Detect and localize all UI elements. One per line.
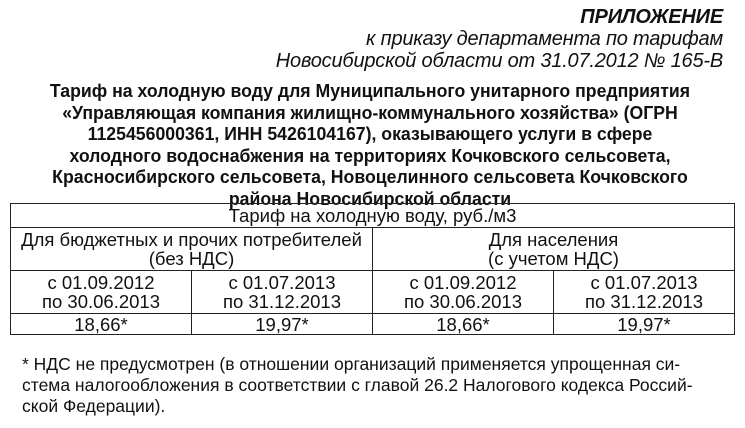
period-from: с 01.07.2013 — [590, 272, 698, 293]
footnote-line: стема налогообложения в соответствии с главой 26.2 Налогового кодекса Россий- — [22, 375, 693, 395]
period-to: по 31.12.2013 — [222, 291, 342, 312]
tariff-value-cell: 19,97* — [554, 314, 735, 335]
table-header-cell: Тариф на холодную воду, руб./м3 — [11, 204, 735, 228]
period-to: по 31.12.2013 — [584, 291, 704, 312]
consumer-group-row — [11, 228, 735, 271]
period-to: по 30.06.2013 — [41, 291, 161, 312]
appendix-block — [276, 6, 723, 72]
period-to: по 30.06.2013 — [403, 291, 523, 312]
period-from: с 01.07.2013 — [228, 272, 336, 293]
heading-line: Тариф на холодную воду для Муниципального унитарного предприятия — [49, 80, 691, 101]
tariff-value-cell: 18,66* — [373, 314, 554, 335]
heading-line: «Управляющая компания жилищно-коммунального хозяйства» (ОГРН — [62, 101, 678, 123]
appendix-line: Новосибирской области от 31.07.2012 № 165-В — [275, 50, 723, 72]
heading-line: холодного водоснабжения на территориях Кочковского сельсовета, — [69, 144, 671, 166]
tariff-value-cell: 18,66* — [11, 314, 192, 335]
document-heading — [22, 80, 717, 209]
footnote-line: * НДС не предусмотрен (в отношении организаций применяется упрощенная си- — [22, 354, 681, 374]
group-vat-note: (без НДС) — [148, 248, 235, 269]
period-cell — [11, 271, 192, 314]
group-vat-note: (с учетом НДС) — [488, 248, 619, 269]
period-row — [11, 271, 735, 314]
period-from: с 01.09.2012 — [47, 272, 155, 293]
period-from: с 01.09.2012 — [409, 272, 517, 293]
group-label: Для бюджетных и прочих потребителей — [21, 229, 362, 250]
group-cell-population — [373, 228, 735, 271]
footnote-line: ской Федерации). — [22, 396, 166, 416]
table-header-row — [11, 204, 735, 228]
appendix-title: ПРИЛОЖЕНИЕ — [580, 6, 723, 28]
tariff-value-row — [11, 314, 735, 335]
period-cell — [554, 271, 735, 314]
group-label: Для населения — [488, 229, 619, 250]
group-cell-budget — [11, 228, 373, 271]
period-cell — [373, 271, 554, 314]
heading-line: 1125456000361, ИНН 5426104167), оказывающего услуги в сфере — [87, 123, 653, 144]
period-cell — [192, 271, 373, 314]
heading-line: района Новосибирской области — [228, 187, 512, 209]
vat-footnote — [22, 354, 734, 417]
heading-line: Красносибирского сельсовета, Новоцелинного сельсовета Кочковского — [52, 166, 688, 187]
tariff-table — [10, 203, 735, 335]
tariff-value-cell: 19,97* — [192, 314, 373, 335]
appendix-line: к приказу департамента по тарифам — [366, 28, 723, 50]
